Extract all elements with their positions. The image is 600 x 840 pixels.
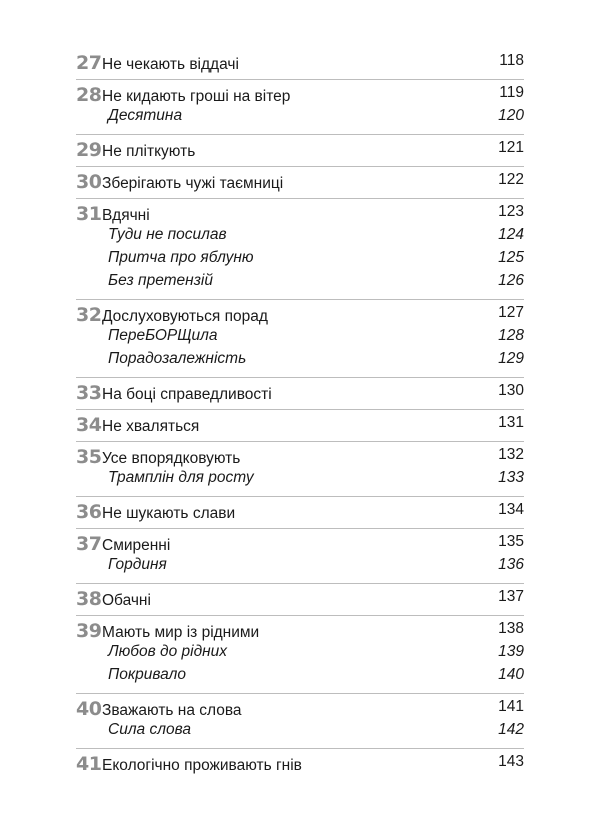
divider <box>76 693 524 694</box>
chapter-title: Екологічно проживають гнів <box>102 757 302 774</box>
chapter-page-number: 121 <box>498 139 524 156</box>
toc-chapter-row[interactable] <box>76 203 524 226</box>
toc-subsection-row[interactable] <box>76 721 524 744</box>
subsection-title: Гординя <box>108 556 167 573</box>
chapter-page-number: 118 <box>499 52 524 69</box>
chapter-number: 36 <box>76 501 102 523</box>
toc-subsection-row[interactable] <box>76 327 524 350</box>
toc-chapter-row[interactable] <box>76 501 524 524</box>
divider <box>76 496 524 497</box>
toc-chapter-row[interactable] <box>76 171 524 194</box>
subsection-page-number: 139 <box>498 643 524 660</box>
toc-chapter <box>76 588 524 611</box>
divider <box>76 528 524 529</box>
toc-chapter <box>76 171 524 194</box>
chapter-number: 33 <box>76 382 102 404</box>
subsection-page-number: 142 <box>498 721 524 738</box>
toc-subsection-row[interactable] <box>76 556 524 579</box>
divider <box>76 166 524 167</box>
chapter-page-number: 127 <box>498 304 524 321</box>
toc-chapter <box>76 620 524 689</box>
subsection-title: Десятина <box>108 107 183 124</box>
toc-chapter-row[interactable] <box>76 533 524 556</box>
subsection-page-number: 125 <box>498 249 524 266</box>
chapter-title: Не кидають гроші на вітер <box>102 88 291 105</box>
chapter-number: 28 <box>76 84 102 106</box>
toc-chapter-row[interactable] <box>76 52 524 75</box>
toc-chapter-row[interactable] <box>76 414 524 437</box>
divider <box>76 615 524 616</box>
chapter-number: 41 <box>76 753 102 775</box>
toc-chapter <box>76 203 524 295</box>
chapter-title: Не хваляться <box>102 418 200 435</box>
subsection-title: Покривало <box>108 666 186 683</box>
chapter-number: 40 <box>76 698 102 720</box>
subsection-page-number: 133 <box>498 469 524 486</box>
toc-subsection-row[interactable] <box>76 226 524 249</box>
subsection-page-number: 124 <box>498 226 524 243</box>
subsection-title: ПереБОРЩила <box>108 327 218 344</box>
chapter-number: 32 <box>76 304 102 326</box>
chapter-page-number: 132 <box>498 446 524 463</box>
chapter-title: Зберігають чужі таємниці <box>102 175 284 192</box>
chapter-page-number: 135 <box>498 533 524 550</box>
toc-chapter <box>76 304 524 373</box>
chapter-number: 29 <box>76 139 102 161</box>
chapter-title: Мають мир із рідними <box>102 624 260 641</box>
toc-chapter <box>76 382 524 405</box>
divider <box>76 299 524 300</box>
toc-subsection-row[interactable] <box>76 249 524 272</box>
chapter-title: На боці справедливості <box>102 386 272 403</box>
chapter-number: 34 <box>76 414 102 436</box>
chapter-page-number: 123 <box>498 203 524 220</box>
chapter-title: Обачні <box>102 592 151 609</box>
toc-chapter-row[interactable] <box>76 698 524 721</box>
toc-subsection-row[interactable] <box>76 643 524 666</box>
chapter-title: Вдячні <box>102 207 150 224</box>
chapter-number: 37 <box>76 533 102 555</box>
toc-chapter-row[interactable] <box>76 84 524 107</box>
toc-chapter-row[interactable] <box>76 753 524 776</box>
subsection-page-number: 126 <box>498 272 524 289</box>
toc-chapter-row[interactable] <box>76 588 524 611</box>
chapter-page-number: 137 <box>498 588 524 605</box>
subsection-title: Трамплін для росту <box>108 469 254 486</box>
chapter-page-number: 119 <box>499 84 524 101</box>
chapter-number: 35 <box>76 446 102 468</box>
toc-chapter-row[interactable] <box>76 620 524 643</box>
chapter-number: 31 <box>76 203 102 225</box>
subsection-page-number: 140 <box>498 666 524 683</box>
chapter-page-number: 143 <box>498 753 524 770</box>
subsection-title: Туди не посилав <box>108 226 227 243</box>
divider <box>76 409 524 410</box>
toc-chapter-row[interactable] <box>76 304 524 327</box>
chapter-title: Не чекають віддачі <box>102 56 239 73</box>
toc-chapter <box>76 753 524 776</box>
subsection-title: Сила слова <box>108 721 191 738</box>
chapter-page-number: 130 <box>498 382 524 399</box>
toc-subsection-row[interactable] <box>76 272 524 295</box>
subsection-title: Порадозалежність <box>108 350 247 367</box>
toc-chapter <box>76 446 524 492</box>
subsection-page-number: 129 <box>498 350 524 367</box>
chapter-title: Не пліткують <box>102 143 196 160</box>
chapter-title: Усе впорядковують <box>102 450 241 467</box>
toc-subsection-row[interactable] <box>76 666 524 689</box>
chapter-page-number: 138 <box>498 620 524 637</box>
subsection-title: Без претензій <box>108 272 213 289</box>
divider <box>76 134 524 135</box>
chapter-number: 27 <box>76 52 102 74</box>
chapter-page-number: 131 <box>498 414 524 431</box>
divider <box>76 748 524 749</box>
toc-chapter <box>76 414 524 437</box>
toc-chapter-row[interactable] <box>76 139 524 162</box>
toc-chapter <box>76 84 524 130</box>
subsection-title: Любов до рідних <box>108 643 228 660</box>
toc-chapter <box>76 139 524 162</box>
divider <box>76 377 524 378</box>
toc-chapter <box>76 533 524 579</box>
chapter-number: 30 <box>76 171 102 193</box>
chapter-page-number: 122 <box>498 171 524 188</box>
subsection-page-number: 120 <box>498 107 524 124</box>
divider <box>76 583 524 584</box>
chapter-page-number: 134 <box>498 501 524 518</box>
toc-chapter <box>76 52 524 75</box>
toc-chapter <box>76 698 524 744</box>
toc-subsection-row[interactable] <box>76 350 524 373</box>
chapter-title: Смиренні <box>102 537 171 554</box>
toc-chapter-row[interactable] <box>76 382 524 405</box>
chapter-title: Зважають на слова <box>102 702 242 719</box>
chapter-number: 39 <box>76 620 102 642</box>
subsection-title: Притча про яблуню <box>108 249 254 266</box>
subsection-page-number: 128 <box>498 327 524 344</box>
divider <box>76 198 524 199</box>
toc-chapter-row[interactable] <box>76 446 524 469</box>
toc-subsection-row[interactable] <box>76 469 524 492</box>
chapter-number: 38 <box>76 588 102 610</box>
table-of-contents <box>76 52 524 776</box>
divider <box>76 79 524 80</box>
chapter-page-number: 141 <box>498 698 524 715</box>
chapter-title: Не шукають слави <box>102 505 236 522</box>
toc-subsection-row[interactable] <box>76 107 524 130</box>
toc-chapter <box>76 501 524 524</box>
chapter-title: Дослуховуються порад <box>102 308 268 325</box>
subsection-page-number: 136 <box>498 556 524 573</box>
divider <box>76 441 524 442</box>
